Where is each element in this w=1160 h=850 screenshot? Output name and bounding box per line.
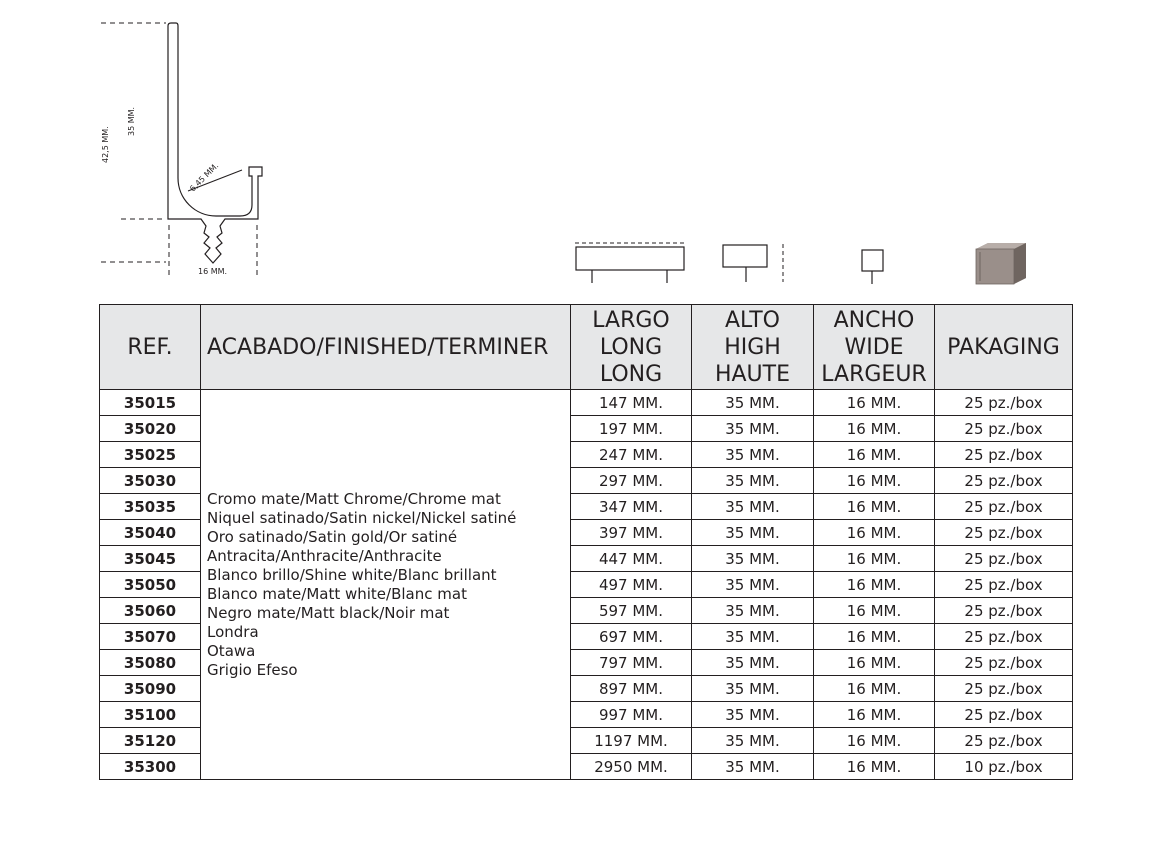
finish-item: Grigio Efeso	[207, 660, 298, 679]
length-cell: 2950 MM.	[571, 754, 692, 780]
height-cell: 35 MM.	[692, 494, 814, 520]
width-cell: 16 MM.	[814, 546, 935, 572]
ref-cell: 35120	[100, 728, 201, 754]
packaging-cell: 25 pz./box	[935, 572, 1073, 598]
height-cell: 35 MM.	[692, 624, 814, 650]
header-width-line: ANCHO	[833, 307, 915, 333]
ref-cell: 35100	[100, 702, 201, 728]
header-length-line: LARGO	[592, 307, 670, 333]
width-cell: 16 MM.	[814, 754, 935, 780]
header-height-line: HIGH	[724, 334, 781, 360]
table-row	[100, 390, 1073, 416]
header-width-line: WIDE	[844, 334, 904, 360]
header-height-line: HAUTE	[714, 361, 791, 387]
height-cell: 35 MM.	[692, 702, 814, 728]
header-height	[692, 305, 814, 390]
length-cell: 997 MM.	[571, 702, 692, 728]
finish-list-cell	[201, 390, 571, 780]
packaging-cell: 25 pz./box	[935, 390, 1073, 416]
height-cell: 35 MM.	[692, 598, 814, 624]
height-cell: 35 MM.	[692, 546, 814, 572]
height-cell: 35 MM.	[692, 442, 814, 468]
ref-cell: 35020	[100, 416, 201, 442]
width-cell: 16 MM.	[814, 624, 935, 650]
height-cell: 35 MM.	[692, 650, 814, 676]
ref-cell: 35045	[100, 546, 201, 572]
width-cell: 16 MM.	[814, 468, 935, 494]
width-cell: 16 MM.	[814, 520, 935, 546]
ref-cell: 35070	[100, 624, 201, 650]
finish-item: Cromo mate/Matt Chrome/Chrome mat	[207, 489, 501, 508]
width-cell: 16 MM.	[814, 728, 935, 754]
finish-item: Negro mate/Matt black/Noir mat	[207, 603, 450, 622]
width-cell: 16 MM.	[814, 442, 935, 468]
ref-cell: 35060	[100, 598, 201, 624]
header-length-line: LONG	[599, 361, 663, 387]
length-icon	[575, 243, 686, 283]
length-cell: 297 MM.	[571, 468, 692, 494]
header-height-line: ALTO	[724, 307, 781, 333]
packaging-cell: 25 pz./box	[935, 624, 1073, 650]
height-cell: 35 MM.	[692, 468, 814, 494]
profile-outline	[168, 23, 262, 263]
header-packaging: PAKAGING	[935, 305, 1073, 390]
packaging-cell: 25 pz./box	[935, 442, 1073, 468]
ref-cell: 35040	[100, 520, 201, 546]
dim-width-label: 16 MM.	[198, 267, 228, 276]
ref-cell: 35035	[100, 494, 201, 520]
packaging-cell: 25 pz./box	[935, 728, 1073, 754]
width-cell: 16 MM.	[814, 416, 935, 442]
ref-cell: 35015	[100, 390, 201, 416]
height-cell: 35 MM.	[692, 728, 814, 754]
packaging-cell: 10 pz./box	[935, 754, 1073, 780]
width-cell: 16 MM.	[814, 702, 935, 728]
length-cell: 897 MM.	[571, 676, 692, 702]
length-cell: 497 MM.	[571, 572, 692, 598]
packaging-cell: 25 pz./box	[935, 468, 1073, 494]
box-icon	[976, 243, 1026, 284]
height-cell: 35 MM.	[692, 520, 814, 546]
finish-item: Niquel satinado/Satin nickel/Nickel satiné	[207, 508, 517, 527]
packaging-cell: 25 pz./box	[935, 702, 1073, 728]
ref-cell: 35025	[100, 442, 201, 468]
width-cell: 16 MM.	[814, 598, 935, 624]
width-cell: 16 MM.	[814, 494, 935, 520]
width-icon	[862, 250, 883, 284]
width-cell: 16 MM.	[814, 650, 935, 676]
length-cell: 797 MM.	[571, 650, 692, 676]
packaging-cell: 25 pz./box	[935, 546, 1073, 572]
header-length	[571, 305, 692, 390]
length-cell: 1197 MM.	[571, 728, 692, 754]
length-cell: 397 MM.	[571, 520, 692, 546]
ref-cell: 35300	[100, 754, 201, 780]
dim-height-label: 35 MM.	[127, 106, 136, 136]
length-cell: 347 MM.	[571, 494, 692, 520]
packaging-cell: 25 pz./box	[935, 676, 1073, 702]
table-header-row	[100, 305, 1073, 390]
width-cell: 16 MM.	[814, 390, 935, 416]
width-cell: 16 MM.	[814, 572, 935, 598]
ref-cell: 35090	[100, 676, 201, 702]
finish-item: Oro satinado/Satin gold/Or satiné	[207, 527, 458, 546]
packaging-cell: 25 pz./box	[935, 416, 1073, 442]
length-cell: 197 MM.	[571, 416, 692, 442]
header-ref: REF.	[100, 305, 201, 390]
header-width-line: LARGEUR	[821, 361, 927, 387]
profile-technical-drawing	[0, 0, 1160, 300]
finish-item: Blanco mate/Matt white/Blanc mat	[207, 584, 467, 603]
length-cell: 597 MM.	[571, 598, 692, 624]
finish-item: Otawa	[207, 641, 256, 660]
height-icon	[723, 244, 783, 282]
length-cell: 147 MM.	[571, 390, 692, 416]
dim-total-height-label: 42,5 MM.	[101, 126, 110, 163]
height-cell: 35 MM.	[692, 676, 814, 702]
packaging-cell: 25 pz./box	[935, 520, 1073, 546]
header-finish: ACABADO/FINISHED/TERMINER	[201, 305, 571, 390]
dim-radius-label: 6,45 MM.	[188, 161, 221, 194]
ref-cell: 35050	[100, 572, 201, 598]
packaging-cell: 25 pz./box	[935, 598, 1073, 624]
finish-item: Londra	[207, 622, 259, 641]
height-cell: 35 MM.	[692, 390, 814, 416]
width-cell: 16 MM.	[814, 676, 935, 702]
length-cell: 447 MM.	[571, 546, 692, 572]
finish-item: Antracita/Anthracite/Anthracite	[207, 546, 442, 565]
ref-cell: 35030	[100, 468, 201, 494]
height-cell: 35 MM.	[692, 754, 814, 780]
dimension-guides	[101, 23, 257, 276]
length-cell: 247 MM.	[571, 442, 692, 468]
header-length-line: LONG	[599, 334, 663, 360]
product-spec-table	[99, 304, 1073, 780]
length-cell: 697 MM.	[571, 624, 692, 650]
finish-item: Blanco brillo/Shine white/Blanc brillant	[207, 565, 497, 584]
header-width	[814, 305, 935, 390]
packaging-cell: 25 pz./box	[935, 494, 1073, 520]
ref-cell: 35080	[100, 650, 201, 676]
height-cell: 35 MM.	[692, 416, 814, 442]
height-cell: 35 MM.	[692, 572, 814, 598]
packaging-cell: 25 pz./box	[935, 650, 1073, 676]
